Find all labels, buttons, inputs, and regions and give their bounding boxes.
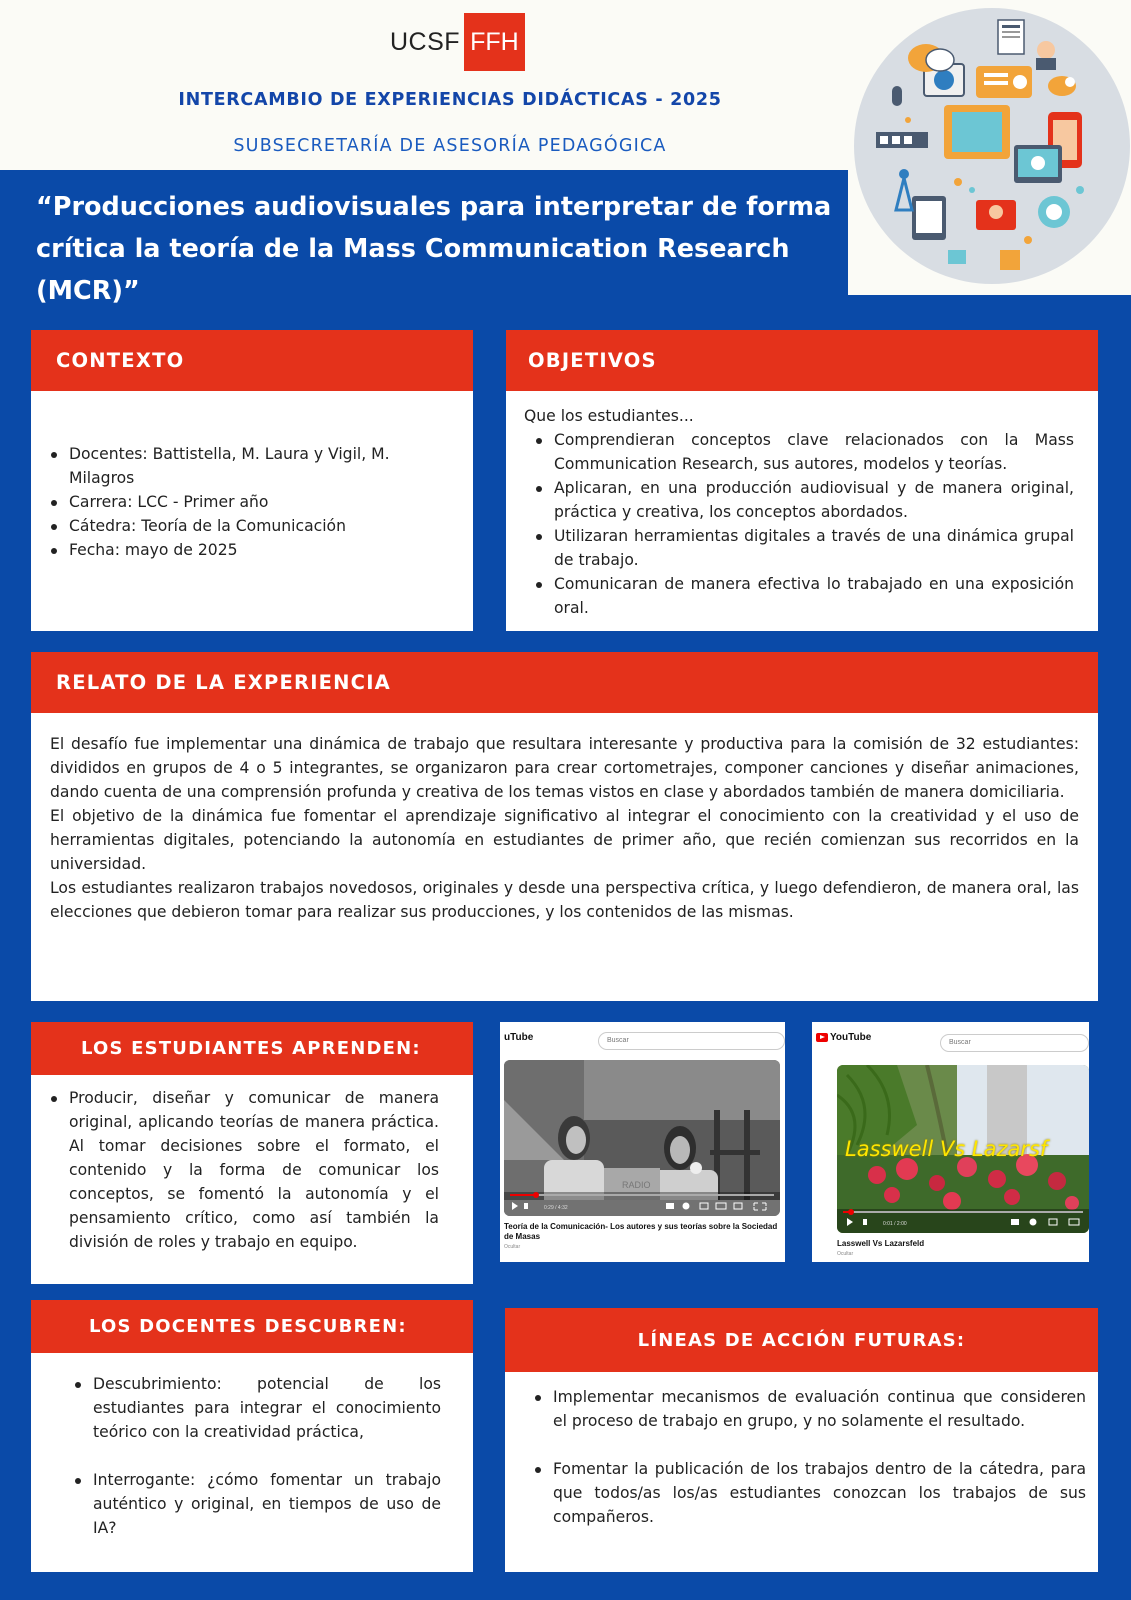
list-item: Implementar mecanismos de evaluación continua que consideren el proceso de trabajo en grupo, y no solamente el resultado.	[505, 1385, 1086, 1433]
list-item: Comunicaran de manera efectiva lo trabajado en una exposición oral.	[524, 572, 1074, 620]
descubren-body	[31, 1372, 473, 1540]
video-frame-image-icon	[504, 1060, 780, 1216]
video-watermark: RADIO	[622, 1180, 651, 1190]
video-channel: Ocultar	[837, 1251, 854, 1257]
main-title	[36, 186, 836, 312]
aprenden-card	[31, 1022, 473, 1284]
video-player[interactable]	[504, 1060, 780, 1216]
list-item: Cátedra: Teoría de la Comunicación	[31, 514, 433, 538]
list-item: Docentes: Battistella, M. Laura y Vigil, M. Milagros	[31, 442, 433, 490]
logo-ucsf-text: UCSF	[390, 27, 461, 56]
lineas-body	[505, 1385, 1098, 1529]
objetivos-intro: Que los estudiantes...	[524, 407, 694, 425]
video-screenshot-1[interactable]	[500, 1022, 785, 1262]
volume-icon	[524, 1203, 528, 1209]
settings-icon	[1030, 1219, 1037, 1226]
relato-heading: RELATO DE LA EXPERIENCIA	[31, 652, 1098, 713]
logo-ffh-text: FFH	[464, 13, 525, 71]
lineas-list	[505, 1385, 1086, 1529]
list-item: Descubrimiento: potencial de los estudiantes para integrar el conocimiento teórico con la creatividad práctica,	[31, 1372, 441, 1444]
ucsf-ffh-logo	[390, 14, 525, 70]
relato-body	[50, 732, 1079, 924]
video-title[interactable]: Teoría de la Comunicación- Los autores y sus teorías sobre la Sociedad de Masas	[504, 1222, 778, 1241]
video-time: 0:29 / 4:32	[544, 1205, 568, 1211]
aprenden-heading: LOS ESTUDIANTES APRENDEN:	[31, 1022, 473, 1075]
descubren-heading: LOS DOCENTES DESCUBREN:	[31, 1300, 473, 1353]
lineas-card	[505, 1308, 1098, 1572]
contexto-body	[31, 442, 473, 562]
volume-icon	[863, 1219, 867, 1225]
youtube-play-icon	[816, 1033, 828, 1042]
video-player[interactable]	[837, 1065, 1089, 1233]
relato-paragraph: El desafío fue implementar una dinámica de trabajo que resultara interesante y productiva para la comisión de 32 estudiantes: divididos en grupos de 4 o 5 integrantes, se organizaron para crear cortometrajes, componer canciones y diseñar animaciones, dando cuenta de una comprensión profunda y creativa de los temas vistos en clase y abordados también de manera domiciliaria.	[50, 735, 1079, 801]
media-icons-circle-icon	[848, 0, 1131, 295]
main-title-line-1: “Producciones audiovisuales para interpretar de forma	[36, 192, 832, 222]
video-channel: Ocultar	[504, 1244, 521, 1250]
aprenden-body	[31, 1086, 473, 1254]
video-overlay-text: Lasswell Vs Lazarsf	[845, 1137, 1048, 1161]
settings-icon	[683, 1203, 690, 1210]
objetivos-list	[524, 428, 1074, 620]
list-item: Carrera: LCC - Primer año	[31, 490, 433, 514]
search-input[interactable]: Buscar	[598, 1032, 785, 1050]
youtube-logo: YouTube	[816, 1032, 871, 1043]
video-screenshot-2[interactable]	[812, 1022, 1089, 1262]
subsecretaria-title: SUBSECRETARÍA DE ASESORÍA PEDAGÓGICA	[233, 136, 667, 156]
top-header	[0, 0, 848, 170]
list-item: Utilizaran herramientas digitales a través de una dinámica grupal de trabajo.	[524, 524, 1074, 572]
list-item: Comprendieran conceptos clave relacionados con la Mass Communication Research, sus autores, modelos y teorías.	[524, 428, 1074, 476]
objetivos-body	[506, 404, 1098, 620]
lineas-heading: LÍNEAS DE ACCIÓN FUTURAS:	[505, 1308, 1098, 1372]
aprenden-list	[31, 1086, 439, 1254]
list-item: Producir, diseñar y comunicar de manera original, aplicando teorías de manera práctica. Al tomar decisiones sobre el formato, el contenido y la forma de comunicar los conceptos, se fomentó la autonomía y el pensamiento crítico, como así también la división de roles y trabajo en equipo.	[31, 1086, 439, 1254]
video-time: 0:01 / 2:00	[883, 1221, 907, 1227]
media-illustration	[848, 0, 1131, 295]
contexto-heading: CONTEXTO	[31, 330, 473, 391]
relato-card	[31, 652, 1098, 1001]
list-item: Interrogante: ¿cómo fomentar un trabajo auténtico y original, en tiempos de uso de IA?	[31, 1468, 441, 1540]
contexto-card	[31, 330, 473, 631]
youtube-logo: uTube	[504, 1032, 534, 1043]
video-title[interactable]: Lasswell Vs Lazarsfeld	[837, 1239, 925, 1248]
main-title-line-2: crítica la teoría de la Mass Communication Research	[36, 234, 790, 264]
list-item: Fecha: mayo de 2025	[31, 538, 433, 562]
descubren-list	[31, 1372, 441, 1540]
search-input[interactable]: Buscar	[940, 1034, 1089, 1052]
relato-paragraph: El objetivo de la dinámica fue fomentar el aprendizaje significativo al integrar el conocimiento con la creatividad y el uso de herramientas digitales, potenciando la autonomía en estudiantes de primer año, que recién comienzan sus recorridos en la universidad.	[50, 807, 1079, 873]
subtitles-icon	[1011, 1219, 1019, 1225]
objetivos-heading: OBJETIVOS	[506, 330, 1098, 391]
descubren-card	[31, 1300, 473, 1572]
main-title-line-3: (MCR)”	[36, 276, 140, 306]
objetivos-card	[506, 330, 1098, 631]
list-item: Fomentar la publicación de los trabajos dentro de la cátedra, para que todos/as los/as estudiantes conozcan los trabajos de sus compañeros.	[505, 1457, 1086, 1529]
list-item: Aplicaran, en una producción audiovisual y de manera original, práctica y creativa, los conceptos abordados.	[524, 476, 1074, 524]
event-title: INTERCAMBIO DE EXPERIENCIAS DIDÁCTICAS - 2025	[178, 90, 722, 110]
subtitles-icon	[666, 1203, 674, 1209]
contexto-list	[31, 442, 433, 562]
relato-paragraph: Los estudiantes realizaron trabajos novedosos, originales y desde una perspectiva crítica, y luego defendieron, de manera oral, las elecciones que debieron tomar para realizar sus producciones, y los contenidos de las mismas.	[50, 879, 1079, 921]
